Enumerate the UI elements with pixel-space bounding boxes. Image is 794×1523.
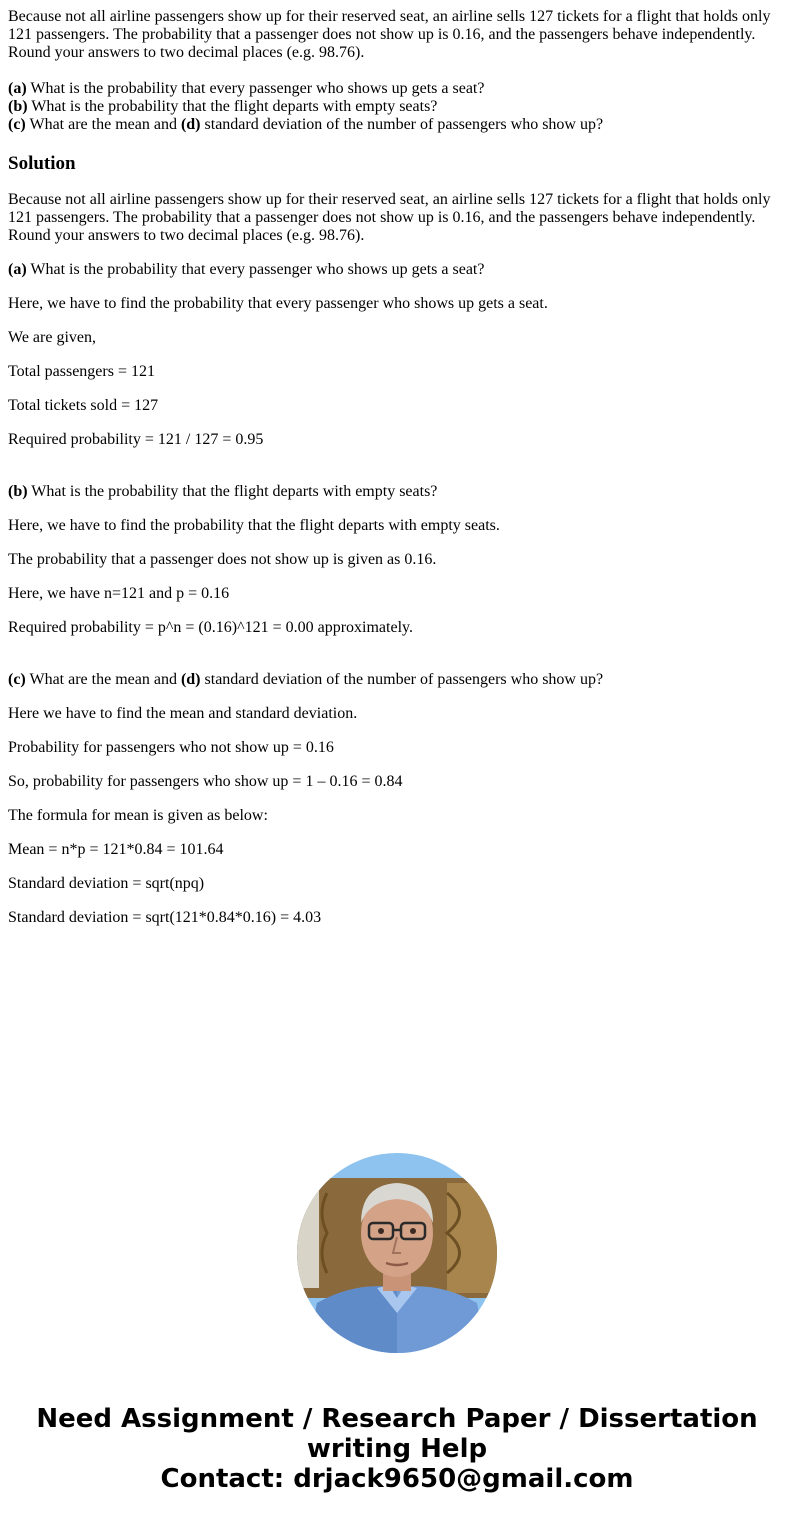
solution-intro: Because not all airline passengers show up for their reserved seat, an airline sells 127 tickets for a flight that holds only 121 passengers. The probability that a passenger does not show up is 0.16, and the passengers behave independently. Round your answers to two decimal places (e.g. 98.76). — [8, 191, 771, 244]
solution-b-line: Here, we have to find the probability that the flight departs with empty seats. — [8, 517, 500, 534]
author-portrait-image — [297, 1153, 497, 1353]
solution-a-line: We are given, — [8, 329, 96, 346]
solution-b-line: Here, we have n=121 and p = 0.16 — [8, 585, 230, 602]
contact-line-1: Need Assignment / Research Paper / Dissertation — [36, 1404, 758, 1434]
solution-cd-question — [8, 671, 786, 689]
solution-heading: Solution — [8, 153, 76, 174]
solution-a-question — [8, 261, 786, 279]
question-b-label: (b) — [8, 98, 28, 115]
contact-line-2: writing Help — [306, 1434, 488, 1464]
question-a-text: What is the probability that every passenger who shows up gets a seat? — [26, 80, 485, 97]
solution-a-line: Total tickets sold = 127 — [8, 397, 159, 414]
document-body — [8, 8, 786, 927]
solution-mean-answer: Mean = n*p = 121*0.84 = 101.64 — [8, 841, 224, 858]
solution-d-label: (d) — [180, 671, 201, 688]
solution-b-question — [8, 483, 786, 501]
contact-banner — [0, 1404, 794, 1494]
solution-b-line: The probability that a passenger does not show up is given as 0.16. — [8, 551, 437, 568]
solution-b-question-text: What is the probability that the flight departs with empty seats? — [27, 483, 438, 500]
author-avatar — [297, 1153, 497, 1353]
solution-a-answer: Required probability = 121 / 127 = 0.95 — [8, 431, 264, 448]
solution-d-text: standard deviation of the number of passengers who show up? — [200, 671, 604, 688]
solution-sd-answer: Standard deviation = sqrt(121*0.84*0.16) = 4.03 — [8, 909, 322, 926]
solution-a-question-text: What is the probability that every passenger who shows up gets a seat? — [26, 261, 485, 278]
question-a-label: (a) — [8, 80, 27, 97]
solution-a-line: Total passengers = 121 — [8, 363, 155, 380]
solution-a-line: Here, we have to find the probability that every passenger who shows up gets a seat. — [8, 295, 548, 312]
question-b — [8, 98, 786, 116]
contact-email: Contact: drjack9650@gmail.com — [160, 1464, 634, 1494]
solution-c-label: (c) — [8, 671, 26, 688]
solution-c-text: What are the mean and — [25, 671, 181, 688]
question-c-label: (c) — [8, 116, 26, 133]
question-b-text: What is the probability that the flight departs with empty seats? — [27, 98, 438, 115]
solution-cd-line: Here we have to find the mean and standard deviation. — [8, 705, 358, 722]
question-a — [8, 80, 786, 98]
question-block — [8, 8, 786, 134]
solution-b-label: (b) — [8, 483, 28, 500]
question-intro: Because not all airline passengers show up for their reserved seat, an airline sells 127 tickets for a flight that holds only 121 passengers. The probability that a passenger does not show up is 0.16, and the passengers behave independently. Round your answers to two decimal places (e.g. 98.76). — [8, 8, 771, 61]
question-cd — [8, 116, 786, 134]
question-d-label: (d) — [180, 116, 201, 133]
question-d-text: standard deviation of the number of passengers who show up? — [200, 116, 604, 133]
question-c-text: What are the mean and — [25, 116, 181, 133]
solution-a-label: (a) — [8, 261, 27, 278]
solution-b-answer: Required probability = p^n = (0.16)^121 = 0.00 approximately. — [8, 619, 413, 636]
solution-cd-line: The formula for mean is given as below: — [8, 807, 268, 824]
solution-cd-line: So, probability for passengers who show up = 1 – 0.16 = 0.84 — [8, 773, 403, 790]
solution-cd-line: Probability for passengers who not show up = 0.16 — [8, 739, 334, 756]
solution-cd-line: Standard deviation = sqrt(npq) — [8, 875, 205, 892]
